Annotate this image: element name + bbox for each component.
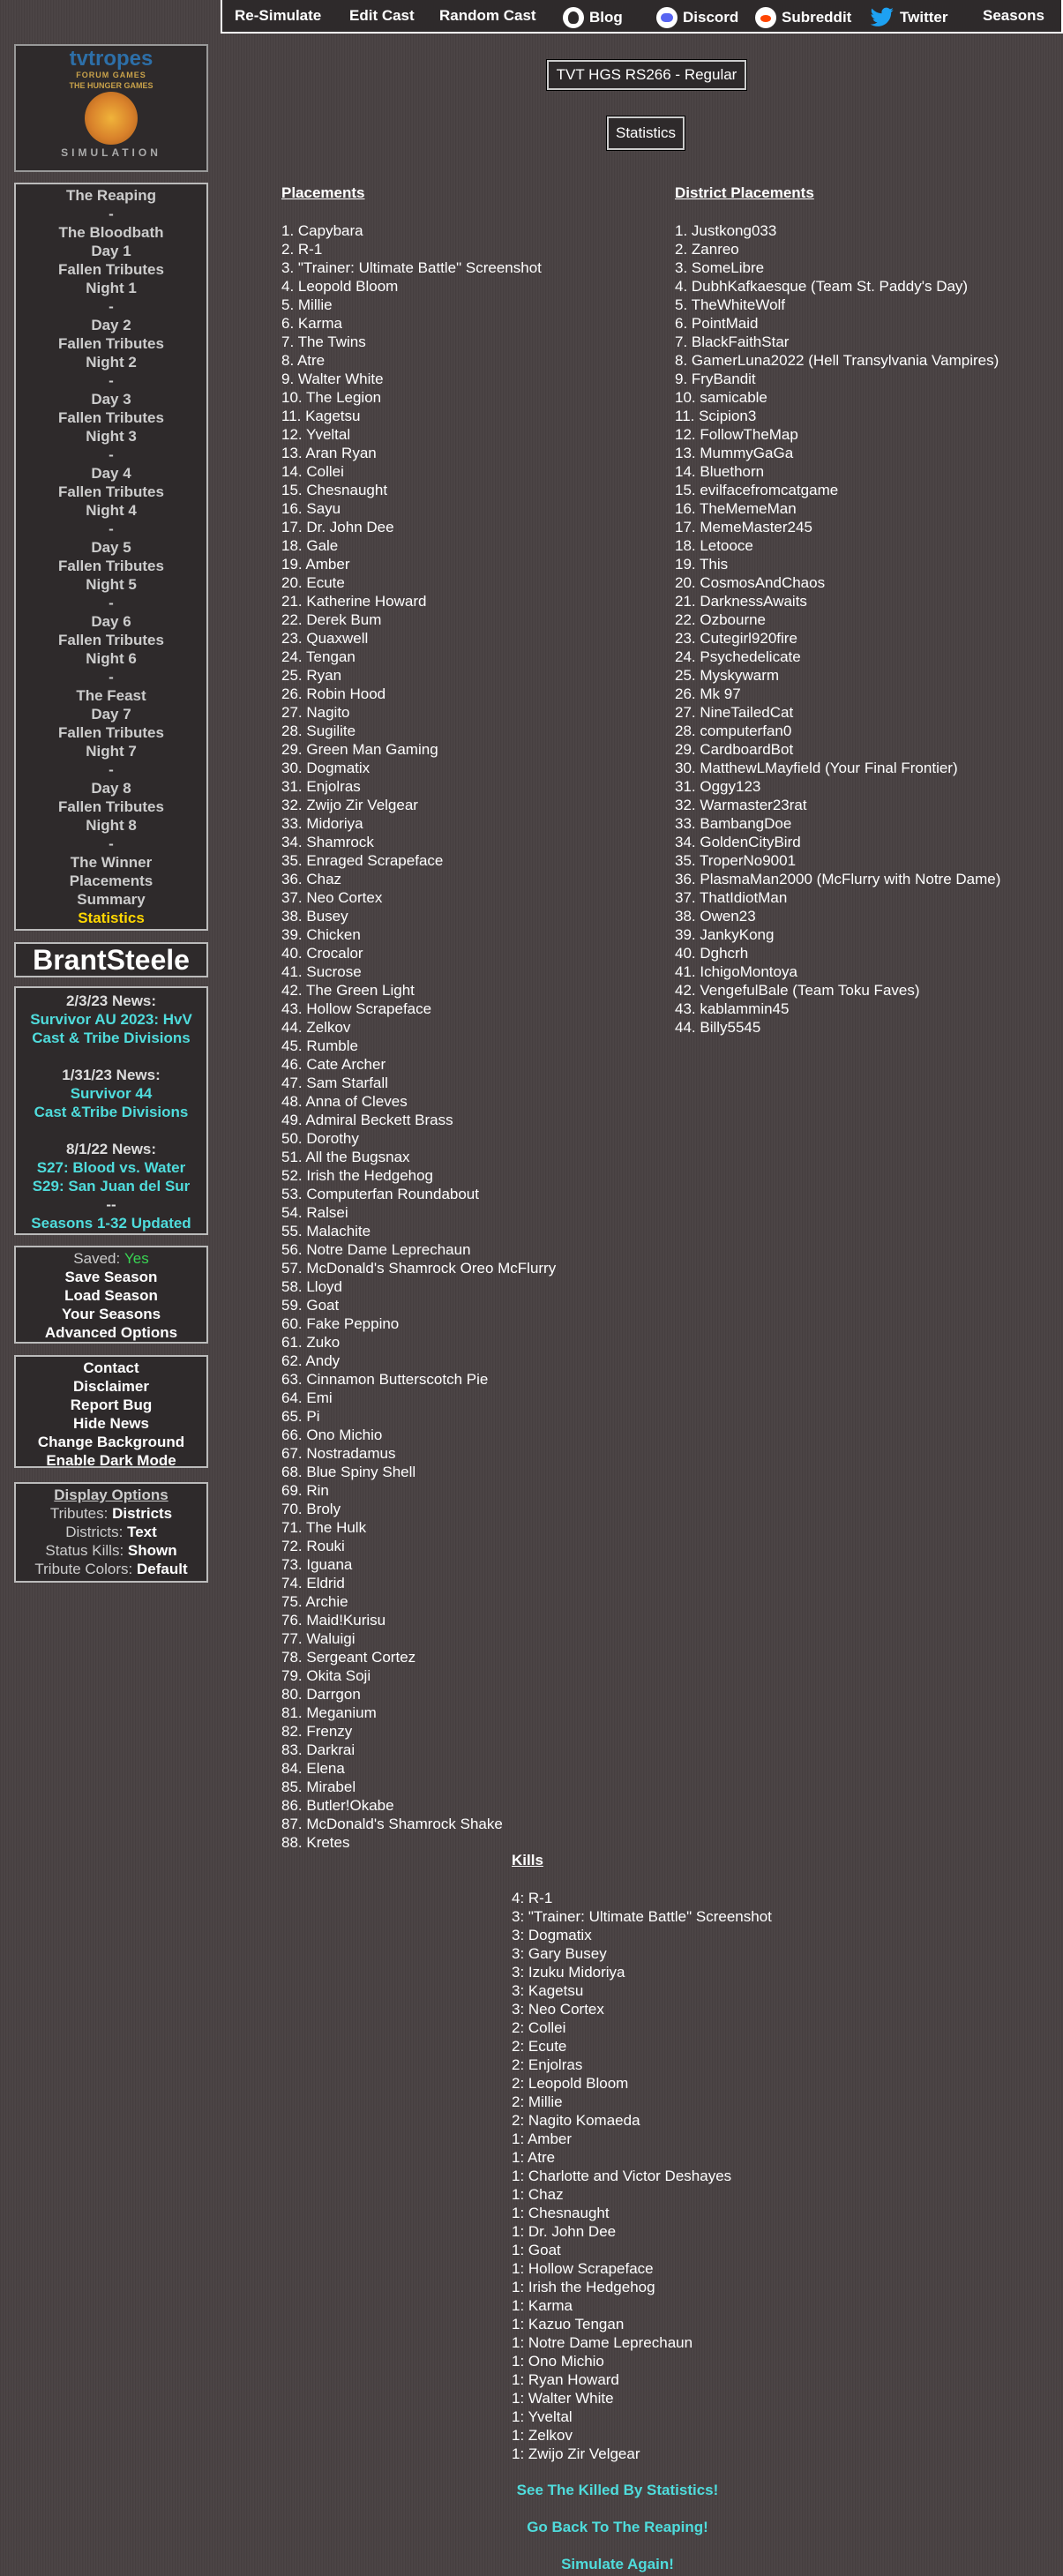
hunger-games-label: THE HUNGER GAMES <box>69 81 153 90</box>
placement-row: 42. The Green Light <box>281 982 415 999</box>
placement-row: 1. Capybara <box>281 222 363 239</box>
sidebar-navigation <box>14 183 208 931</box>
placement-row: 69. Rin <box>281 1482 329 1499</box>
kills-heading: Kills <box>512 1852 543 1868</box>
district-placement-row: 17. MemeMaster245 <box>675 519 812 535</box>
placement-row: 44. Zelkov <box>281 1019 351 1036</box>
sidebar-link[interactable]: The Bloodbath <box>58 224 164 241</box>
sidebar-link[interactable]: Fallen Tributes <box>58 335 164 352</box>
placement-row: 64. Emi <box>281 1389 333 1406</box>
district-placement-row: 19. This <box>675 556 729 573</box>
placement-row: 34. Shamrock <box>281 834 374 850</box>
sidebar-separator: - <box>109 595 114 611</box>
subreddit-label: Subreddit <box>782 9 852 26</box>
district-placement-row: 12. FollowTheMap <box>675 426 798 443</box>
option-value: Shown <box>127 1542 177 1559</box>
sidebar-link[interactable]: Night 1 <box>86 280 137 296</box>
news-panel <box>14 986 208 1235</box>
subreddit-link[interactable] <box>755 7 851 28</box>
placement-row: 6. Karma <box>281 315 342 332</box>
placement-row: 4. Leopold Bloom <box>281 278 399 295</box>
enable-dark-mode-link[interactable]: Enable Dark Mode <box>46 1452 176 1469</box>
placement-row: 16. Sayu <box>281 500 341 517</box>
contact-link[interactable]: Contact <box>83 1359 139 1376</box>
placement-row: 68. Blue Spiny Shell <box>281 1464 416 1480</box>
news-link[interactable]: Survivor 44 <box>70 1085 153 1102</box>
sidebar-link[interactable]: Statistics <box>78 910 145 926</box>
sidebar-link[interactable]: Day 4 <box>91 465 131 482</box>
display-option-status-kills[interactable] <box>16 1541 206 1560</box>
placement-row: 7. The Twins <box>281 333 366 350</box>
kill-row: 4: R-1 <box>512 1890 553 1906</box>
kill-row: 2: Millie <box>512 2093 563 2110</box>
district-placement-row: 42. VengefulBale (Team Toku Faves) <box>675 982 920 999</box>
district-placement-row: 29. CardboardBot <box>675 741 794 758</box>
sidebar-link[interactable]: Night 4 <box>86 502 137 519</box>
sidebar-link[interactable]: Placements <box>69 872 153 889</box>
placement-row: 55. Malachite <box>281 1223 371 1239</box>
advanced-options-link[interactable]: Advanced Options <box>44 1324 178 1341</box>
district-placements-heading: District Placements <box>675 184 814 201</box>
sidebar-separator: - <box>109 206 114 222</box>
sidebar-link[interactable]: Night 6 <box>86 650 137 667</box>
resimulate-link[interactable]: Re-Simulate <box>235 7 322 24</box>
change-background-link[interactable]: Change Background <box>37 1434 185 1450</box>
simulation-label: SIMULATION <box>61 146 161 159</box>
placement-row: 70. Broly <box>281 1501 341 1517</box>
district-placement-row: 32. Warmaster23rat <box>675 797 807 813</box>
placement-row: 73. Iguana <box>281 1556 353 1573</box>
option-label: Tributes: <box>49 1505 109 1522</box>
district-placement-row: 37. ThatIdiotMan <box>675 889 788 906</box>
sidebar-link[interactable]: Day 5 <box>91 539 131 556</box>
kill-row: 1: Ryan Howard <box>512 2371 619 2388</box>
placement-row: 75. Archie <box>281 1593 348 1610</box>
sidebar-link[interactable]: Summary <box>77 891 146 908</box>
district-placement-row: 9. FryBandit <box>675 371 756 387</box>
placement-row: 51. All the Bugsnax <box>281 1149 410 1165</box>
option-label: Districts: <box>65 1524 124 1540</box>
placement-row: 13. Aran Ryan <box>281 445 377 461</box>
kill-row: 3: Gary Busey <box>512 1945 607 1962</box>
kill-row: 2: Leopold Bloom <box>512 2075 629 2092</box>
placement-row: 37. Neo Cortex <box>281 889 383 906</box>
sidebar-link[interactable]: Fallen Tributes <box>58 798 164 815</box>
load-season-link[interactable]: Load Season <box>64 1287 158 1304</box>
killed-by-statistics-link[interactable]: See The Killed By Statistics! <box>516 2482 719 2498</box>
twitter-link[interactable] <box>870 7 947 28</box>
placement-row: 50. Dorothy <box>281 1130 359 1147</box>
district-placement-row: 22. Ozbourne <box>675 611 767 628</box>
placement-row: 53. Computerfan Roundabout <box>281 1186 479 1202</box>
placement-row: 25. Ryan <box>281 667 342 684</box>
disclaimer-link[interactable]: Disclaimer <box>73 1378 149 1395</box>
news-link[interactable]: Cast &Tribe Divisions <box>34 1104 189 1120</box>
district-placement-row: 33. BambangDoe <box>675 815 792 832</box>
option-label: Status Kills: <box>45 1542 124 1559</box>
news-link[interactable]: S27: Blood vs. Water <box>36 1159 186 1176</box>
mockingjay-icon <box>85 92 138 145</box>
discord-label: Discord <box>683 9 739 26</box>
kill-row: 3: Dogmatix <box>512 1927 592 1943</box>
district-placement-row: 2. Zanreo <box>675 241 739 258</box>
misc-panel <box>14 1355 208 1468</box>
placement-row: 14. Collei <box>281 463 344 480</box>
placement-row: 46. Cate Archer <box>281 1056 386 1073</box>
placement-row: 5. Millie <box>281 296 333 313</box>
kill-row: 2: Collei <box>512 2019 566 2036</box>
top-nav <box>221 0 1063 34</box>
district-placement-row: 23. Cutegirl920fire <box>675 630 797 647</box>
placement-row: 62. Andy <box>281 1352 341 1369</box>
district-placement-row: 38. Owen23 <box>675 908 756 925</box>
placement-row: 59. Goat <box>281 1297 340 1314</box>
kill-row: 1: Irish the Hedgehog <box>512 2279 655 2295</box>
placement-row: 85. Mirabel <box>281 1778 356 1795</box>
sidebar-link[interactable]: Fallen Tributes <box>58 724 164 741</box>
saved-label: Saved: <box>73 1250 121 1267</box>
kill-row: 3: Izuku Midoriya <box>512 1964 625 1981</box>
blog-icon <box>563 7 584 28</box>
district-placement-row: 1. Justkong033 <box>675 222 777 239</box>
kill-row: 1: Karma <box>512 2297 573 2314</box>
district-placement-row: 21. DarknessAwaits <box>675 593 807 610</box>
discord-icon <box>656 7 677 28</box>
discord-link[interactable] <box>656 7 738 28</box>
sidebar-link[interactable]: Day 6 <box>91 613 131 630</box>
kill-row: 1: Zwijo Zir Velgear <box>512 2445 640 2462</box>
placement-row: 41. Sucrose <box>281 963 362 980</box>
news-date: 1/31/23 News: <box>62 1067 161 1083</box>
placement-row: 48. Anna of Cleves <box>281 1093 408 1110</box>
sidebar-link[interactable]: Day 7 <box>91 706 131 723</box>
placement-row: 15. Chesnaught <box>281 482 388 498</box>
district-placement-row: 36. PlasmaMan2000 (McFlurry with Notre Dame) <box>675 871 1001 887</box>
sidebar-link[interactable]: Day 3 <box>91 391 131 408</box>
seasons-link[interactable]: Seasons <box>983 7 1044 24</box>
placement-row: 52. Irish the Hedgehog <box>281 1167 434 1184</box>
kill-row: 1: Yveltal <box>512 2408 573 2425</box>
district-placement-row: 3. SomeLibre <box>675 259 765 276</box>
display-option-tribute-colors[interactable] <box>16 1560 206 1578</box>
kill-row: 3: Kagetsu <box>512 1982 584 1999</box>
kill-row: 1: Kazuo Tengan <box>512 2316 625 2333</box>
placement-row: 74. Eldrid <box>281 1575 345 1591</box>
placement-row: 33. Midoriya <box>281 815 363 832</box>
placement-row: 3. "Trainer: Ultimate Battle" Screenshot <box>281 259 542 276</box>
sidebar-link[interactable]: Fallen Tributes <box>58 483 164 500</box>
placement-row: 87. McDonald's Shamrock Shake <box>281 1816 503 1832</box>
sidebar-link[interactable]: Night 5 <box>86 576 137 593</box>
sidebar-link[interactable]: Day 2 <box>91 317 131 333</box>
district-placement-row: 26. Mk 97 <box>675 685 741 702</box>
district-placement-row: 7. BlackFaithStar <box>675 333 790 350</box>
sidebar-separator: - <box>109 835 114 852</box>
placement-row: 54. Ralsei <box>281 1204 348 1221</box>
placement-row: 20. Ecute <box>281 574 345 591</box>
district-placement-row: 35. TroperNo9001 <box>675 852 797 869</box>
placement-row: 65. Pi <box>281 1408 320 1425</box>
placement-row: 19. Amber <box>281 556 350 573</box>
placement-row: 36. Chaz <box>281 871 342 887</box>
kills-list <box>512 1889 772 2463</box>
placement-row: 32. Zwijo Zir Velgear <box>281 797 418 813</box>
placement-row: 60. Fake Peppino <box>281 1315 400 1332</box>
display-option-tributes[interactable] <box>16 1504 206 1523</box>
district-placement-row: 28. computerfan0 <box>675 723 792 739</box>
display-options-panel <box>14 1482 208 1583</box>
sidebar-link[interactable]: Fallen Tributes <box>58 409 164 426</box>
kill-row: 2: Ecute <box>512 2038 567 2055</box>
placement-row: 35. Enraged Scrapeface <box>281 852 444 869</box>
placement-row: 88. Kretes <box>281 1834 350 1851</box>
placement-row: 49. Admiral Beckett Brass <box>281 1112 453 1128</box>
kill-row: 1: Walter White <box>512 2390 614 2407</box>
kill-row: 3: "Trainer: Ultimate Battle" Screenshot <box>512 1908 772 1925</box>
placement-row: 71. The Hulk <box>281 1519 367 1536</box>
back-to-reaping-link[interactable]: Go Back To The Reaping! <box>527 2519 708 2535</box>
sidebar-link[interactable]: Fallen Tributes <box>58 558 164 574</box>
placement-row: 81. Meganium <box>281 1704 377 1721</box>
forum-games-label: FORUM GAMES <box>76 71 146 79</box>
brantsteele-logo[interactable]: BrantSteele <box>14 942 208 977</box>
kill-row: 1: Goat <box>512 2242 561 2258</box>
your-seasons-link[interactable]: Your Seasons <box>61 1306 161 1322</box>
kill-row: 1: Ono Michio <box>512 2353 604 2370</box>
news-date: 2/3/23 News: <box>65 992 157 1009</box>
placement-row: 24. Tengan <box>281 648 356 665</box>
placement-row: 67. Nostradamus <box>281 1445 396 1462</box>
placement-row: 77. Waluigi <box>281 1630 356 1647</box>
tvtropes-logo: tvtropes <box>69 47 153 71</box>
random-cast-link[interactable]: Random Cast <box>439 7 536 24</box>
saved-value: Yes <box>124 1250 149 1267</box>
placement-row: 56. Notre Dame Leprechaun <box>281 1241 471 1258</box>
sidebar-separator: - <box>109 298 114 315</box>
placement-row: 61. Zuko <box>281 1334 341 1351</box>
sidebar-link[interactable]: Night 3 <box>86 428 137 445</box>
placement-row: 57. McDonald's Shamrock Oreo McFlurry <box>281 1260 557 1277</box>
district-placement-row: 44. Billy5545 <box>675 1019 761 1036</box>
district-placement-row: 40. Dghcrh <box>675 945 749 962</box>
kill-row: 1: Chesnaught <box>512 2205 610 2221</box>
hide-news-link[interactable]: Hide News <box>73 1415 149 1432</box>
save-panel <box>14 1246 208 1344</box>
district-placement-row: 39. JankyKong <box>675 926 775 943</box>
placement-row: 83. Darkrai <box>281 1741 356 1758</box>
kill-row: 1: Atre <box>512 2149 556 2166</box>
kill-row: 2: Enjolras <box>512 2056 583 2073</box>
option-value: Districts <box>112 1505 173 1522</box>
reddit-icon <box>755 7 776 28</box>
sidebar-link[interactable]: Fallen Tributes <box>58 632 164 648</box>
placement-row: 45. Rumble <box>281 1037 358 1054</box>
placement-row: 28. Sugilite <box>281 723 356 739</box>
sidebar-link[interactable]: Fallen Tributes <box>58 261 164 278</box>
placement-row: 30. Dogmatix <box>281 760 371 776</box>
kill-row: 1: Chaz <box>512 2186 564 2203</box>
twitter-label: Twitter <box>900 9 948 26</box>
blog-link[interactable] <box>563 7 623 28</box>
district-placement-row: 16. TheMemeMan <box>675 500 797 517</box>
placement-row: 78. Sergeant Cortez <box>281 1649 416 1666</box>
placements-heading: Placements <box>281 184 365 201</box>
kill-row: 2: Nagito Komaeda <box>512 2112 640 2129</box>
news-date: 8/1/22 News: <box>65 1141 157 1157</box>
statistics-button[interactable]: Statistics <box>607 116 685 150</box>
sidebar-link[interactable]: The Reaping <box>65 187 156 204</box>
kill-row: 1: Charlotte and Victor Deshayes <box>512 2168 732 2184</box>
twitter-icon <box>870 7 895 28</box>
news-link[interactable]: Cast & Tribe Divisions <box>32 1030 191 1046</box>
placement-row: 84. Elena <box>281 1760 345 1777</box>
placement-row: 18. Gale <box>281 537 339 554</box>
placement-row: 86. Butler!Okabe <box>281 1797 394 1814</box>
placement-row: 58. Lloyd <box>281 1278 342 1295</box>
district-placement-row: 27. NineTailedCat <box>675 704 794 721</box>
district-placement-row: 13. MummyGaGa <box>675 445 794 461</box>
sidebar-link[interactable]: Night 2 <box>86 354 137 371</box>
placement-row: 17. Dr. John Dee <box>281 519 394 535</box>
district-placement-row: 43. kablammin45 <box>675 1000 790 1017</box>
season-title: TVT HGS RS266 - Regular <box>547 60 746 90</box>
district-placements-list <box>675 221 1000 1037</box>
news-separator: -- <box>106 1196 116 1213</box>
sidebar-separator: - <box>109 372 114 389</box>
district-placement-row: 20. CosmosAndChaos <box>675 574 826 591</box>
placement-row: 80. Darrgon <box>281 1686 361 1703</box>
placement-row: 2. R-1 <box>281 241 323 258</box>
placement-row: 79. Okita Soji <box>281 1667 371 1684</box>
district-placement-row: 6. PointMaid <box>675 315 759 332</box>
district-placement-row: 25. Myskywarm <box>675 667 780 684</box>
option-label: Tribute Colors: <box>34 1561 133 1577</box>
district-placement-row: 8. GamerLuna2022 (Hell Transylvania Vampires) <box>675 352 999 369</box>
placement-row: 21. Katherine Howard <box>281 593 427 610</box>
kill-row: 1: Zelkov <box>512 2427 573 2444</box>
logo-panel[interactable] <box>14 44 208 172</box>
district-placement-row: 15. evilfacefromcatgame <box>675 482 839 498</box>
placement-row: 23. Quaxwell <box>281 630 369 647</box>
placement-row: 63. Cinnamon Butterscotch Pie <box>281 1371 489 1388</box>
district-placement-row: 18. Letooce <box>675 537 753 554</box>
district-placement-row: 5. TheWhiteWolf <box>675 296 786 313</box>
district-placement-row: 24. Psychedelicate <box>675 648 801 665</box>
placement-row: 38. Busey <box>281 908 348 925</box>
kill-row: 3: Neo Cortex <box>512 2001 604 2018</box>
sidebar-separator: - <box>109 520 114 537</box>
district-placement-row: 10. samicable <box>675 389 767 406</box>
placement-row: 43. Hollow Scrapeface <box>281 1000 432 1017</box>
kill-row: 1: Dr. John Dee <box>512 2223 617 2240</box>
sidebar-link[interactable]: The Feast <box>76 687 146 704</box>
sidebar-separator: - <box>109 761 114 778</box>
placement-row: 11. Kagetsu <box>281 408 361 424</box>
display-option-districts[interactable] <box>16 1523 206 1541</box>
sidebar-link[interactable]: Day 8 <box>91 780 131 797</box>
placement-row: 29. Green Man Gaming <box>281 741 438 758</box>
placement-row: 47. Sam Starfall <box>281 1075 388 1091</box>
option-value: Default <box>136 1561 188 1577</box>
district-placement-row: 4. DubhKafkaesque (Team St. Paddy's Day) <box>675 278 969 295</box>
district-placement-row: 34. GoldenCityBird <box>675 834 801 850</box>
placements-list <box>281 221 556 1852</box>
kill-row: 1: Amber <box>512 2130 573 2147</box>
blog-label: Blog <box>589 9 623 26</box>
news-link[interactable]: Survivor AU 2023: HvV <box>30 1011 192 1028</box>
placement-row: 10. The Legion <box>281 389 382 406</box>
saved-status <box>16 1249 206 1268</box>
placement-row: 9. Walter White <box>281 371 384 387</box>
placement-row: 26. Robin Hood <box>281 685 386 702</box>
sidebar-link[interactable]: Night 8 <box>86 817 137 834</box>
placement-row: 40. Crocalor <box>281 945 363 962</box>
district-placement-row: 41. IchigoMontoya <box>675 963 797 980</box>
report-bug-link[interactable]: Report Bug <box>70 1397 153 1413</box>
display-options-heading[interactable]: Display Options <box>54 1486 168 1503</box>
sidebar-link[interactable]: The Winner <box>70 854 153 871</box>
kill-row: 1: Notre Dame Leprechaun <box>512 2334 693 2351</box>
news-link[interactable]: Seasons 1-32 Updated <box>31 1215 191 1232</box>
news-link[interactable]: S29: San Juan del Sur <box>32 1178 191 1194</box>
edit-cast-link[interactable]: Edit Cast <box>349 7 415 24</box>
district-placement-row: 30. MatthewLMayfield (Your Final Frontier) <box>675 760 958 776</box>
simulate-again-link[interactable]: Simulate Again! <box>561 2556 674 2572</box>
placement-row: 76. Maid!Kurisu <box>281 1612 386 1629</box>
placement-row: 8. Atre <box>281 352 326 369</box>
sidebar-link[interactable]: Night 7 <box>86 743 137 760</box>
district-placement-row: 14. Bluethorn <box>675 463 765 480</box>
placement-row: 31. Enjolras <box>281 778 361 795</box>
sidebar-separator: - <box>109 669 114 685</box>
placement-row: 22. Derek Bum <box>281 611 382 628</box>
placement-row: 27. Nagito <box>281 704 350 721</box>
placement-row: 12. Yveltal <box>281 426 351 443</box>
save-season-link[interactable]: Save Season <box>64 1269 158 1285</box>
option-value: Text <box>127 1524 157 1540</box>
placement-row: 66. Ono Michio <box>281 1427 383 1443</box>
placement-row: 72. Rouki <box>281 1538 345 1554</box>
placement-row: 39. Chicken <box>281 926 361 943</box>
placement-row: 82. Frenzy <box>281 1723 353 1740</box>
district-placement-row: 31. Oggy123 <box>675 778 761 795</box>
district-placement-row: 11. Scipion3 <box>675 408 757 424</box>
sidebar-separator: - <box>109 446 114 463</box>
kill-row: 1: Hollow Scrapeface <box>512 2260 654 2277</box>
sidebar-link[interactable]: Day 1 <box>91 243 131 259</box>
